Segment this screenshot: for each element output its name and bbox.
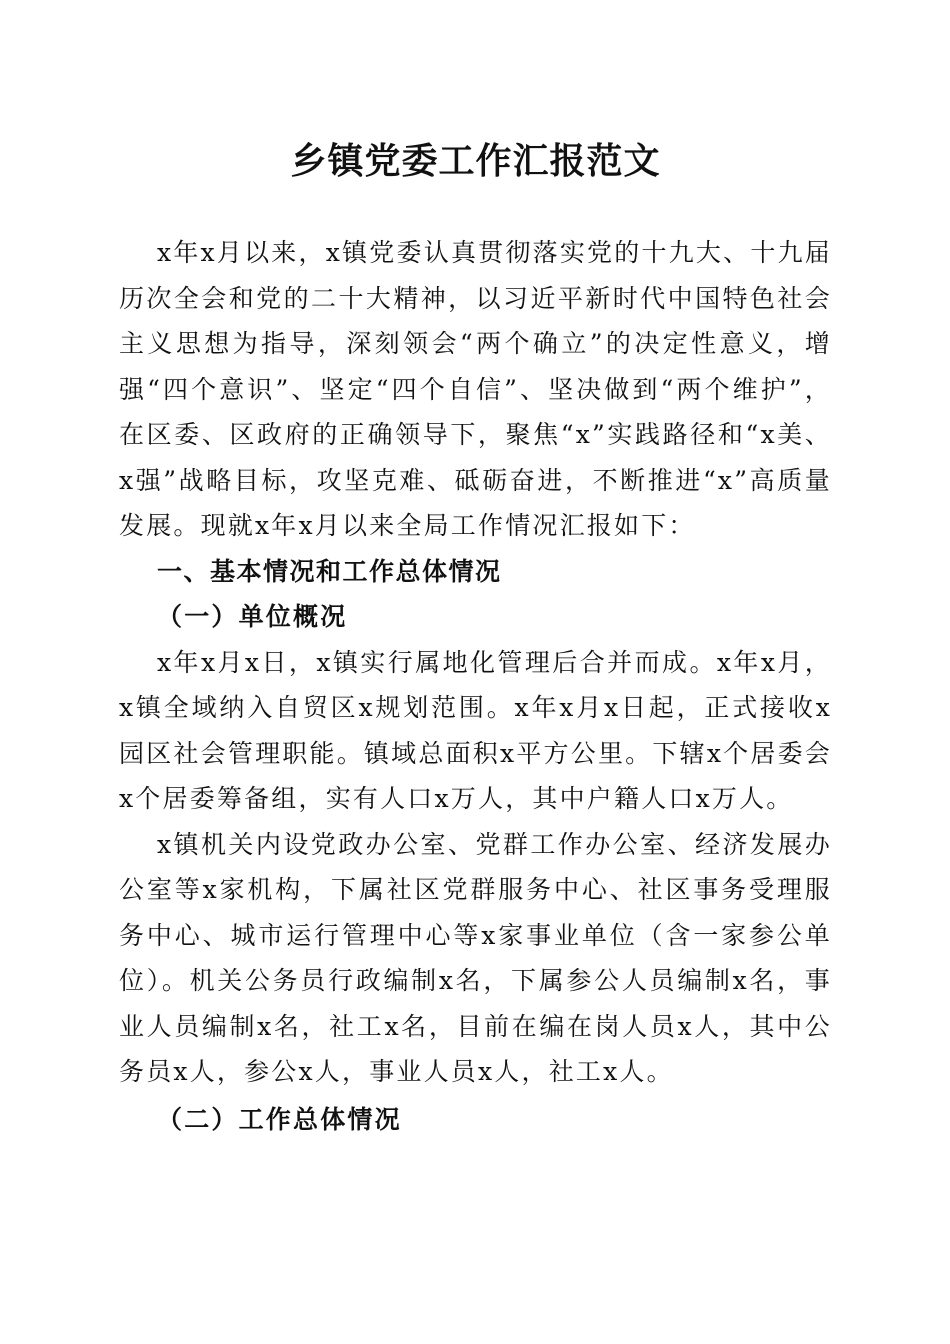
intro-paragraph: x年x月以来，x镇党委认真贯彻落实党的十九大、十九届历次全会和党的二十大精神，以习近平新时代中国特色社会主义思想为指导，深刻领会“两个确立”的决定性意义，增强“四个意识”、坚定“四个自信”、坚决做到“两个维护”，在区委、区政府的正确领导下，聚焦“x”实践路径和“x美、x强”战略目标，攻坚克难、砥砺奋进，不断推进“x”高质量发展。现就x年x月以来全局工作情况汇报如下： — [119, 238, 832, 540]
unit-overview-paragraph-1: x年x月x日，x镇实行属地化管理后合并而成。x年x月，x镇全域纳入自贸区x规划范围。x年x月x日起，正式接收x园区社会管理职能。镇域总面积x平方公里。下辖x个居委会x个居委筹备组，实有人口x万人，其中户籍人口x万人。 — [119, 647, 832, 813]
subsection-heading-overall-work: （二）工作总体情况 — [157, 1104, 402, 1134]
unit-overview-paragraph-2: x镇机关内设党政办公室、党群工作办公室、经济发展办公室等x家机构，下属社区党群服务中心、社区事务受理服务中心、城市运行管理中心等x家事业单位（含一家参公单位）。机关公务员行政编制x名，下属参公人员编制x名，事业人员编制x名，社工x名，目前在编在岗人员x人，其中公务员x人，参公x人，事业人员x人，社工x人。 — [119, 829, 832, 1086]
section-heading-basic-situation: 一、基本情况和工作总体情况 — [157, 556, 502, 586]
document-title: 乡镇党委工作汇报范文 — [290, 140, 661, 182]
subsection-heading-unit-overview: （一）单位概况 — [157, 602, 348, 631]
